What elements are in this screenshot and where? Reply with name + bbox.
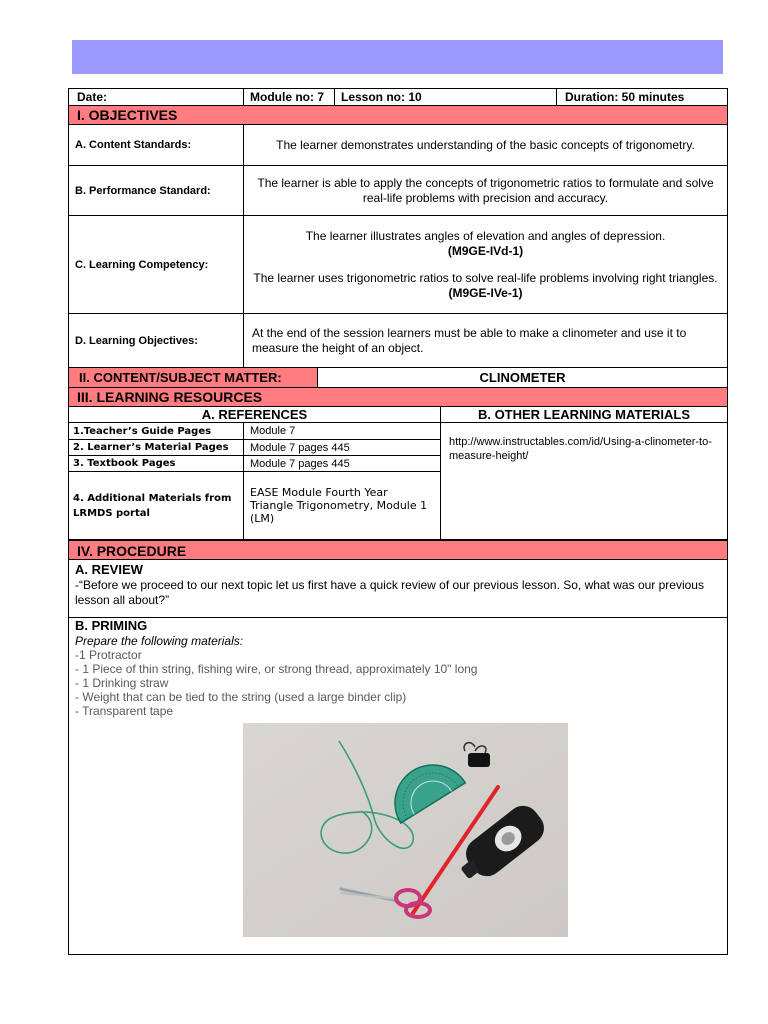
objectives-heading: I. OBJECTIVES (68, 105, 728, 125)
lesson-label: Lesson no: 10 (341, 90, 422, 104)
ref-row-label-4 (68, 471, 244, 540)
other-materials-heading (440, 406, 728, 423)
other-materials-cell (440, 422, 728, 540)
ref-row-value-4 (243, 471, 441, 540)
ref-row-label-1 (68, 422, 244, 440)
ref-row-label-1-text: 1.Teacher’s Guide Pages (73, 425, 212, 437)
header-banner (72, 40, 723, 74)
procedure-heading: IV. PROCEDURE (68, 540, 728, 560)
other-materials-heading-text: B. OTHER LEARNING MATERIALS (477, 407, 691, 422)
ref-row-label-3-text: 3. Textbook Pages (73, 458, 176, 469)
competency-2 (250, 271, 721, 301)
material-item-5: - Transparent tape (75, 704, 174, 718)
module-cell (243, 88, 335, 106)
learning-objectives-text: At the end of the session learners must be able to make a clinometer and use it to measure the height of an object. (252, 325, 687, 355)
competency-1 (306, 229, 666, 259)
content-value-cell (317, 367, 728, 388)
learning-objectives-label (68, 313, 244, 368)
ref-row-value-1 (243, 422, 441, 440)
performance-standard-text: The learner is able to apply the concepts of trigonometric ratios to formulate and solve real-life problems with precision and accuracy. (257, 175, 714, 205)
competency-1-code: (M9GE-IVd-1) (447, 243, 524, 258)
review-text: -“Before we proceed to our next topic let us first have a quick review of our previous lesson. So, what was our previous lesson all about?” (75, 578, 704, 607)
content-standards-label-text: A. Content Standards: (75, 139, 192, 151)
lesson-cell (334, 88, 557, 106)
date-label: Date: (77, 90, 108, 104)
content-standards-label (68, 124, 244, 166)
review-heading: A. REVIEW (75, 562, 143, 577)
ref-row-value-4-text: EASE Module Fourth Year Triangle Trigonometry, Module 1 (LM) (250, 486, 428, 525)
learning-objectives-value (243, 313, 728, 368)
material-item-1: -1 Protractor (75, 648, 142, 662)
content-heading (68, 367, 318, 388)
priming-intro: Prepare the following materials: (75, 634, 244, 648)
content-standards-text: The learner demonstrates understanding of the basic concepts of trigonometry. (276, 137, 695, 152)
content-standards-value (243, 124, 728, 166)
references-heading (68, 406, 441, 423)
ref-row-label-2 (68, 439, 244, 456)
ref-row-value-2-text: Module 7 pages 445 (250, 441, 350, 454)
learning-competency-label-text: C. Learning Competency: (75, 258, 209, 271)
material-item-2: - 1 Piece of thin string, fishing wire, or strong thread, approximately 10" long (75, 662, 478, 676)
competency-1-text: The learner illustrates angles of elevation and angles of depression. (305, 228, 666, 243)
date-cell (68, 88, 244, 106)
ref-row-value-3-text: Module 7 pages 445 (250, 457, 350, 470)
content-heading-text: II. CONTENT/SUBJECT MATTER: (79, 370, 282, 385)
review-cell (68, 559, 728, 618)
duration-label: Duration: 50 minutes (565, 90, 685, 104)
priming-heading: B. PRIMING (75, 618, 148, 633)
duration-cell (556, 88, 728, 106)
ref-row-label-4-text: 4. Additional Materials from LRMDS portal (73, 492, 232, 519)
performance-standard-value (243, 165, 728, 216)
ref-row-label-2-text: 2. Learner’s Material Pages (73, 442, 229, 453)
competency-2-code: (M9GE-IVe-1) (448, 285, 523, 300)
other-materials-link[interactable]: http://www.instructables.com/id/Using-a-clinometer-to-measure-height/ (449, 436, 712, 462)
ref-row-label-3 (68, 455, 244, 472)
performance-standard-label (68, 165, 244, 216)
learning-objectives-label-text: D. Learning Objectives: (75, 334, 198, 347)
material-item-3: - 1 Drinking straw (75, 676, 169, 690)
materials-photo (243, 723, 568, 937)
content-value: CLINOMETER (479, 370, 566, 385)
module-label: Module no: 7 (250, 90, 324, 104)
performance-standard-label-text: B. Performance Standard: (75, 184, 211, 197)
material-item-4: - Weight that can be tied to the string (used a large binder clip) (75, 690, 407, 704)
ref-row-value-2 (243, 439, 441, 456)
learning-competency-label (68, 215, 244, 314)
competency-2-text: The learner uses trigonometric ratios to solve real-life problems involving right triangles. (253, 270, 718, 285)
resources-heading: III. LEARNING RESOURCES (68, 387, 728, 407)
learning-competency-value (243, 215, 728, 314)
ref-row-value-1-text: Module 7 (250, 425, 296, 437)
references-heading-text: A. REFERENCES (201, 407, 308, 422)
ref-row-value-3 (243, 455, 441, 472)
